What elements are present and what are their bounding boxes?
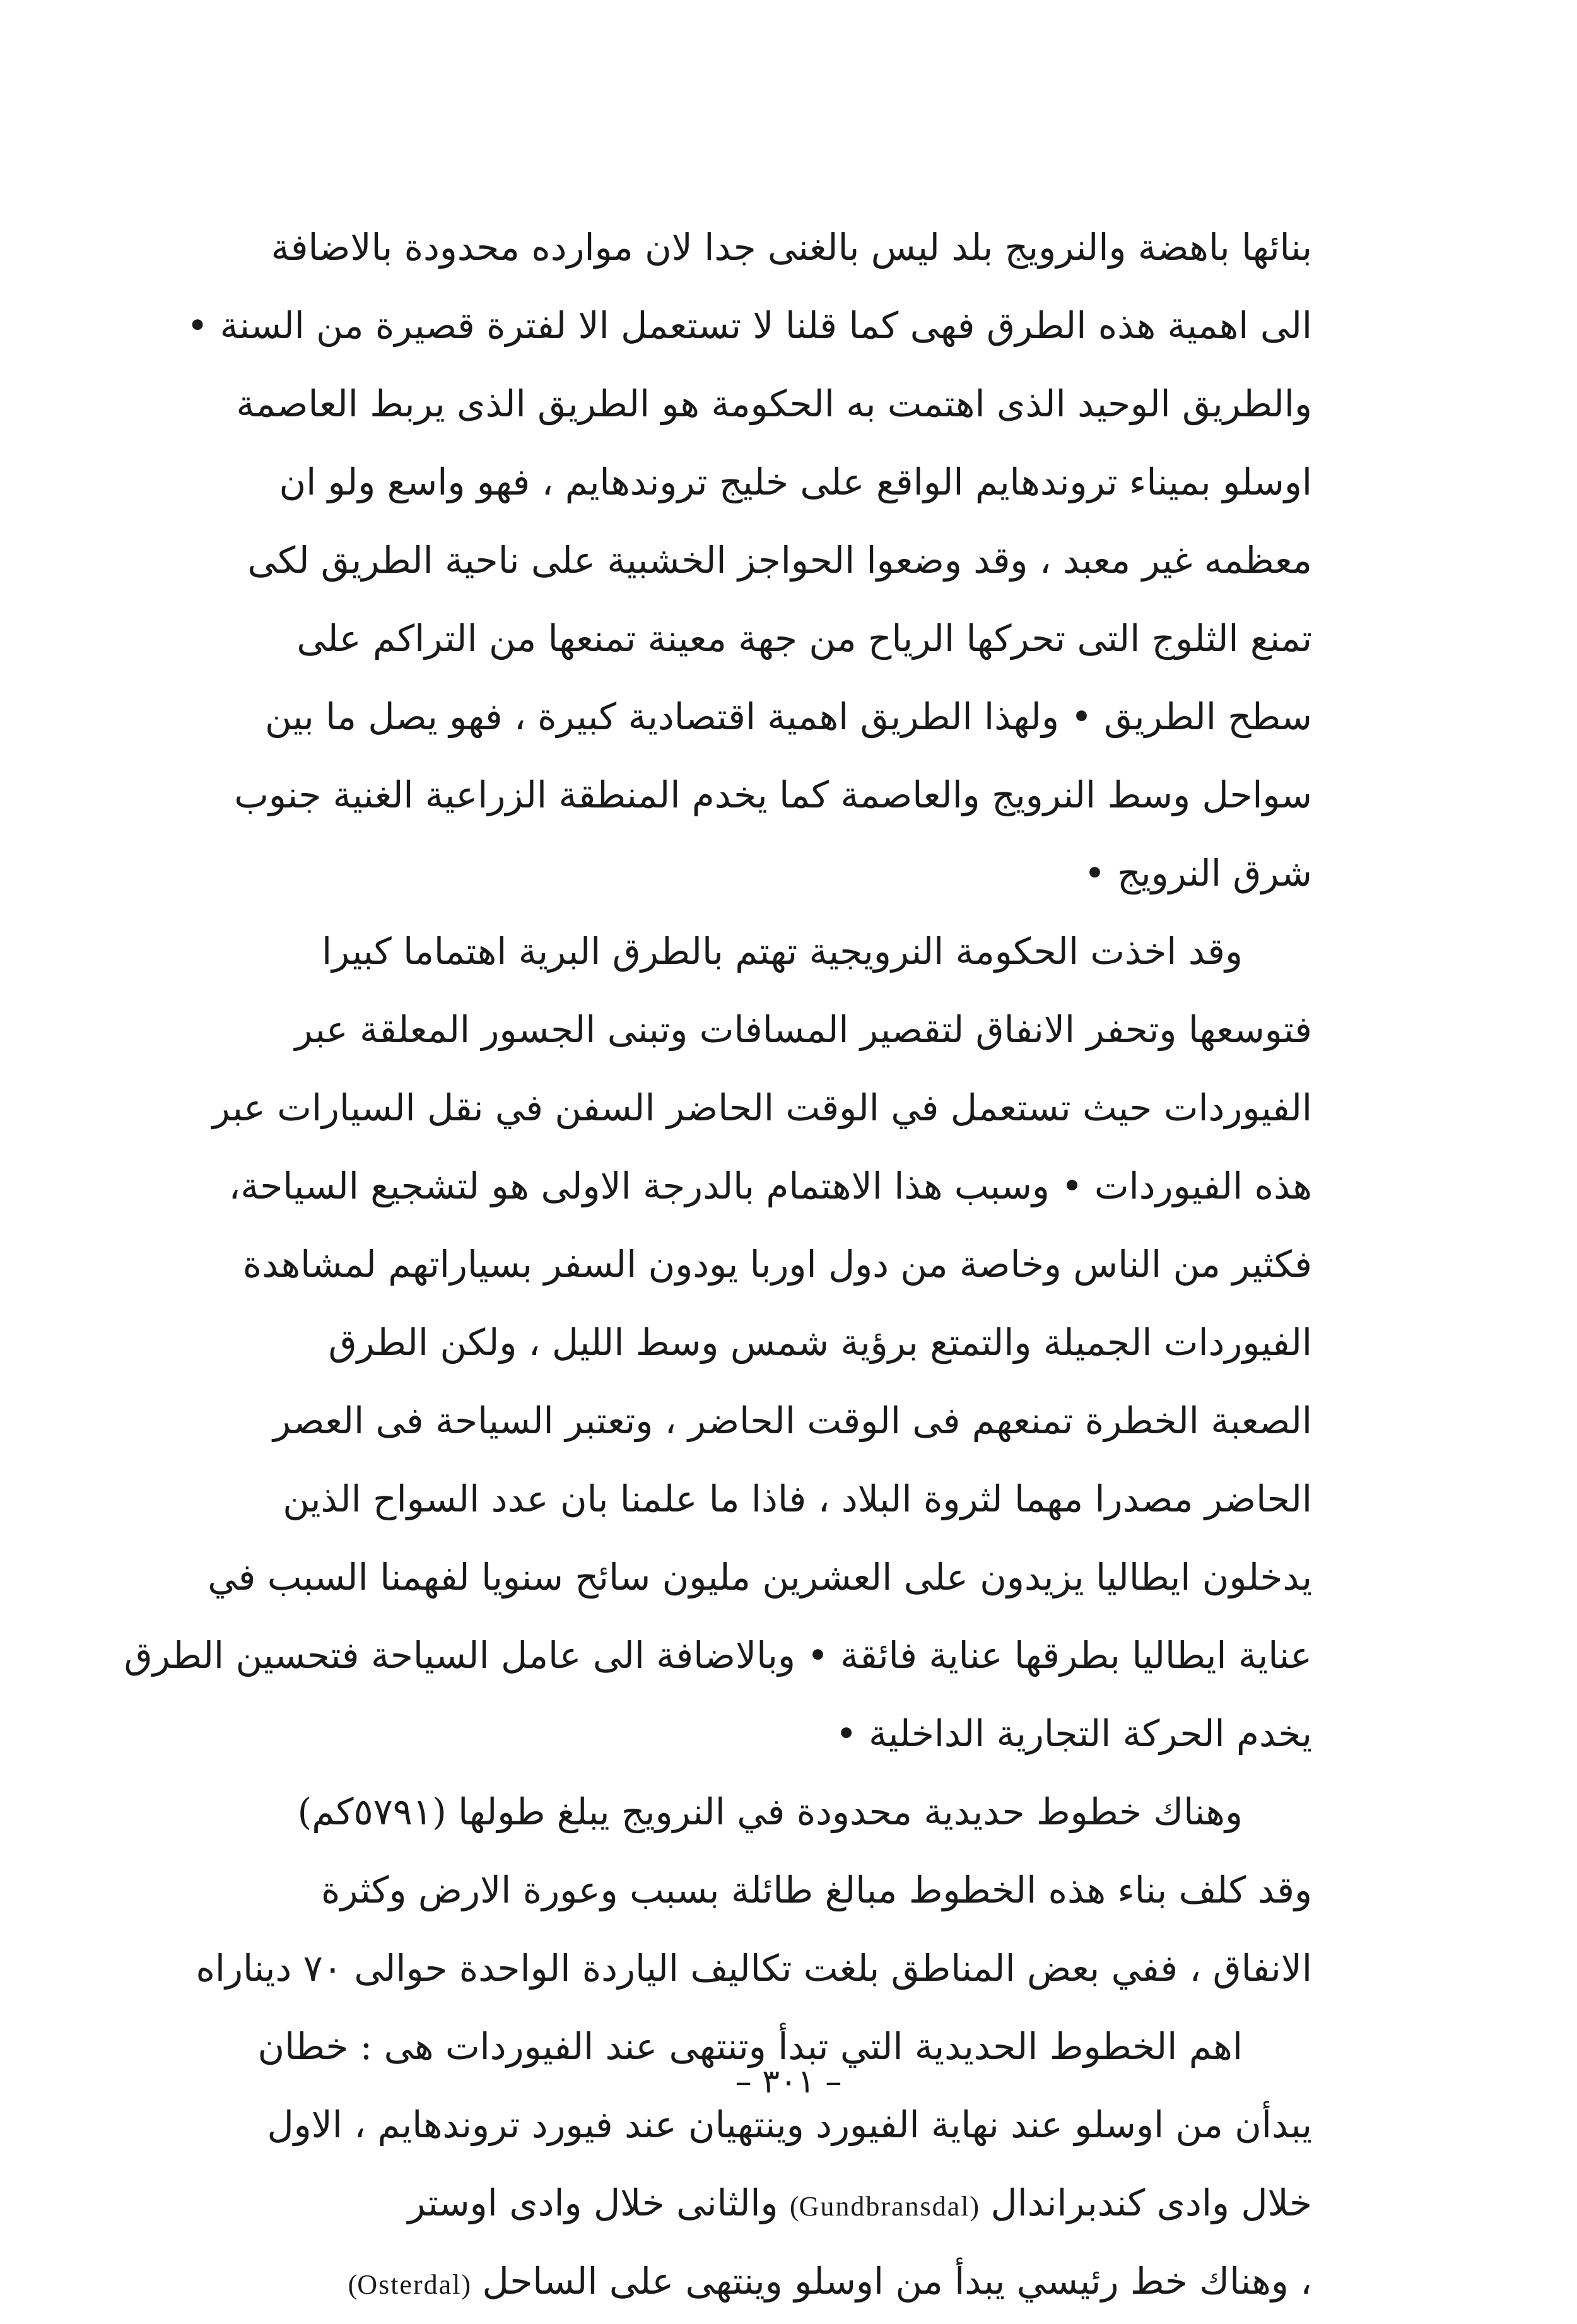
text-line-18: يدخلون ايطاليا يزيدون على العشرين مليون سائح سنويا لفهمنا السبب في — [208, 1556, 1312, 1599]
text-line-3: والطريق الوحيد الذى اهتمت به الحكومة هو الطريق الذى يربط العاصمة — [236, 382, 1312, 425]
text-line-24: اهم الخطوط الحديدية التي تبدأ وتنتهى عند الفيوردات هى : خطان — [257, 2025, 1243, 2068]
text-line-4: اوسلو بميناء تروندهايم الواقع على خليج تروندهايم ، فهو واسع ولو ان — [279, 461, 1312, 503]
text-line-27-latin: (Osterdal) — [348, 2269, 471, 2300]
page-number: – ٣٠١ – — [735, 2063, 842, 2101]
body-text — [124, 208, 1312, 2320]
text-line-26 — [265, 2164, 1312, 2242]
text-line-27-arabic: ، وهناك خط رئيسي يبدأ من اوسلو وينتهى على الساحل — [482, 2260, 1312, 2303]
text-line-7: سطح الطريق • ولهذا الطريق اهمية اقتصادية كبيرة ، فهو يصل ما بين — [264, 695, 1312, 738]
text-line-11: فتوسعها وتحفر الانفاق لتقصير المسافات وتبنى الجسور المعلقة عبر — [295, 1008, 1312, 1051]
text-line-15: الفيوردات الجميلة والتمتع برؤية شمس وسط الليل ، ولكن الطرق — [328, 1321, 1312, 1364]
text-line-16: الصعبة الخطرة تمنعهم فى الوقت الحاضر ، وتعتبر السياحة فى العصر — [273, 1399, 1312, 1442]
text-line-10: وقد اخذت الحكومة النرويجية تهتم بالطرق البرية اهتماما كبيرا — [322, 930, 1243, 973]
text-line-13: هذه الفيوردات • وسبب هذا الاهتمام بالدرجة الاولى هو لتشجيع السياحة، — [228, 1165, 1312, 1207]
text-line-21: وهناك خطوط حديدية محدودة في النرويج يبلغ طولها (٥٧٩١كم) — [297, 1790, 1243, 1833]
text-line-17: الحاضر مصدرا مهما لثروة البلاد ، فاذا ما علمنا بان عدد السواح الذين — [283, 1477, 1312, 1520]
text-line-5: معظمه غير معبد ، وقد وضعوا الحواجز الخشبية على ناحية الطريق لكى — [247, 539, 1312, 582]
text-line-19: عناية ايطاليا بطرقها عناية فائقة • وبالاضافة الى عامل السياحة فتحسين الطرق — [124, 1634, 1312, 1677]
text-line-6: تمنع الثلوج التى تحركها الرياح من جهة معينة تمنعها من التراكم على — [296, 617, 1312, 660]
text-line-2: الى اهمية هذه الطرق فهى كما قلنا لا تستعمل الا لفترة قصيرة من السنة • — [186, 304, 1312, 347]
text-line-27 — [265, 2242, 1312, 2320]
text-line-26-latin: (Gundbransdal) — [789, 2191, 980, 2222]
text-line-9: شرق النرويج • — [1084, 852, 1312, 895]
text-line-23: الانفاق ، ففي بعض المناطق بلغت تكاليف الياردة الواحدة حوالى ٧٠ ديناراه — [196, 1947, 1312, 1990]
text-line-25: يبدأن من اوسلو عند نهاية الفيورد وينتهيان عند فيورد تروندهايم ، الاول — [267, 2103, 1312, 2146]
text-line-26-arabic-before: خلال وادى كندبراندال — [990, 2181, 1312, 2224]
text-line-20: يخدم الحركة التجارية الداخلية • — [835, 1712, 1312, 1755]
text-line-1: بنائها باهضة والنرويج بلد ليس بالغنى جدا لان موارده محدودة بالاضافة — [271, 226, 1312, 269]
text-line-12: الفيوردات حيث تستعمل في الوقت الحاضر السفن في نقل السيارات عبر — [212, 1086, 1312, 1129]
text-line-8: سواحل وسط النرويج والعاصمة كما يخدم المنطقة الزراعية الغنية جنوب — [234, 773, 1312, 816]
text-line-22: وقد كلف بناء هذه الخطوط مبالغ طائلة بسبب وعورة الارض وكثرة — [320, 1869, 1312, 1911]
text-line-26-arabic-after: والثانى خلال وادى اوستر — [407, 2181, 778, 2224]
text-line-14: فكثير من الناس وخاصة من دول اوربا يودون السفر بسياراتهم لمشاهدة — [242, 1243, 1312, 1286]
